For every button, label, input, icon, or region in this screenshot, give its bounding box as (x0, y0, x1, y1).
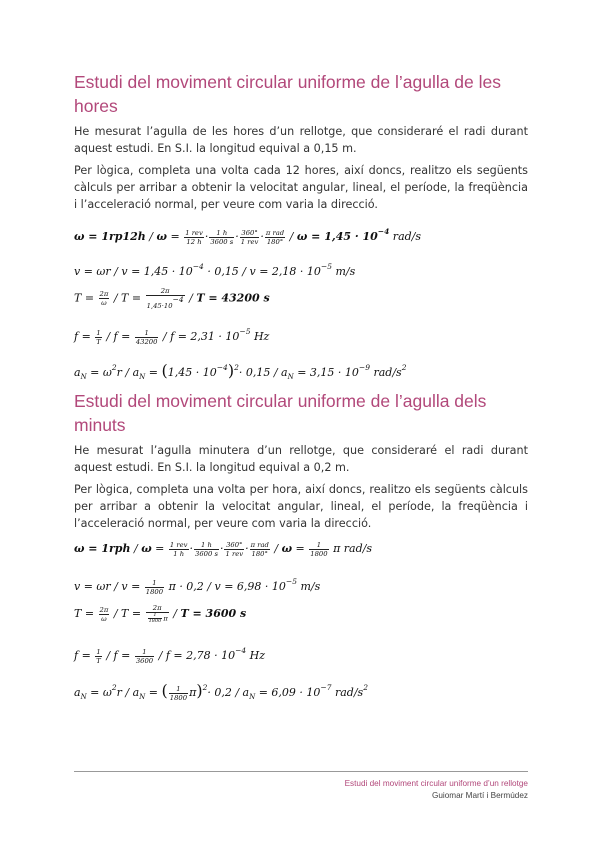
equation-an-hours: $a_N = \omega^2r / a_N = (1,45 \cdot 10^{-4})^2\cdot 0,15 / a_N = 3,15 \cdot 10^{-9}$ rad/$s^2$ (74, 361, 407, 381)
equation-T-hours: T = $\frac{2\pi}{\omega}$ / T = $\frac{2\pi}{1,45\cdot 10^{-4}}$ / T = 43200 s (74, 287, 270, 310)
equation-f-hours: f = $\frac{1}{T}$ / f = $\frac{1}{43200}$ / $f = 2,31 \cdot 10^{-5}$ Hz (74, 327, 270, 346)
footer-divider (74, 771, 528, 772)
section-1-paragraph-1: He mesurat l’agulla de les hores d’un rellotge, que consideraré el radi durant aquest estudi. En S.I. la longitud equival a 0,15 m. (74, 125, 528, 155)
section-2-paragraph-2: Per lògica, completa una volta per hora, així doncs, realitzo els següents càlculs per arribar a obtenir la velocitat angular, lineal, el període, la freqüència i l’acceleració normal, per veure com varia la direcció. (74, 483, 528, 530)
equation-omega-minutes: ω = 1rph / ω = $\frac{\text{1 rev}}{1 h}$ · $\frac{1 h}{3600 s}$ · $\frac{360^\circ}{\text{1 rev}}$ · $\frac{\text{π rad}}{180^\circ}$ / ω = $\frac{1}{1800}$ π rad/s (74, 540, 373, 558)
equation-f-minutes: f = $\frac{1}{T}$ / f = $\frac{1}{3600}$ / $f = 2,78 \cdot 10^{-4}$ Hz (74, 646, 266, 665)
equation-omega-hours: ω = 1rp12h / ω = $\frac{\text{1 rev}}{12 h}$ · $\frac{1 h}{3600 s}$ · $\frac{360^\circ}{\text{1 rev}}$ · $\frac{\text{π rad}}{180^\circ}$ / $\omega = 1,45 \cdot 10^{-4}$ rad/s (74, 227, 422, 246)
equation-T-minutes: T = $\frac{2\pi}{\omega}$ / T = 2π $\frac{1}{1800}$ π / T = 3600 s (74, 604, 247, 624)
equation-v-minutes: v = ωr / v = $\frac{1}{1800}$ $\pi \cdot 0,2 / v = 6,98 \cdot 10^{-5}$ m/s (74, 577, 321, 596)
footer-author: Guiomar Martí i Bermúdez (431, 791, 528, 800)
equation-an-minutes: $a_N = \omega^2r / a_N$ = ( $\frac{1}{1800}$ $\pi)^2\cdot 0,2 / a_N = 6,09 \cdot 10^{-7}$ rad/$s^2$ (74, 681, 368, 702)
section-2-paragraph-1: He mesurat l’agulla minutera d’un rellotge, que consideraré el radi durant aquest estudi. En S.I. la longitud equival a 0,2 m. (74, 444, 528, 474)
section-2-title: Estudi del moviment circular uniforme de l’agulla dels minuts (74, 391, 487, 435)
footer-document-title: Estudi del moviment circular uniforme d’un rellotge (344, 779, 528, 788)
section-1-paragraph-2: Per lògica, completa una volta cada 12 hores, així doncs, realitzo els següents càlculs per arribar a obtenir la velocitat angular, lineal, el període, la freqüència i l’acceleració normal, per veure com varia la direcció. (74, 164, 528, 211)
equation-v-hours: $v = \omega r / v = 1,45 \cdot 10^{-4} \cdot 0,15 / v = 2,18 \cdot 10^{-5}$ m/s (74, 262, 356, 278)
section-1-title: Estudi del moviment circular uniforme de l’agulla de les hores (74, 72, 502, 116)
